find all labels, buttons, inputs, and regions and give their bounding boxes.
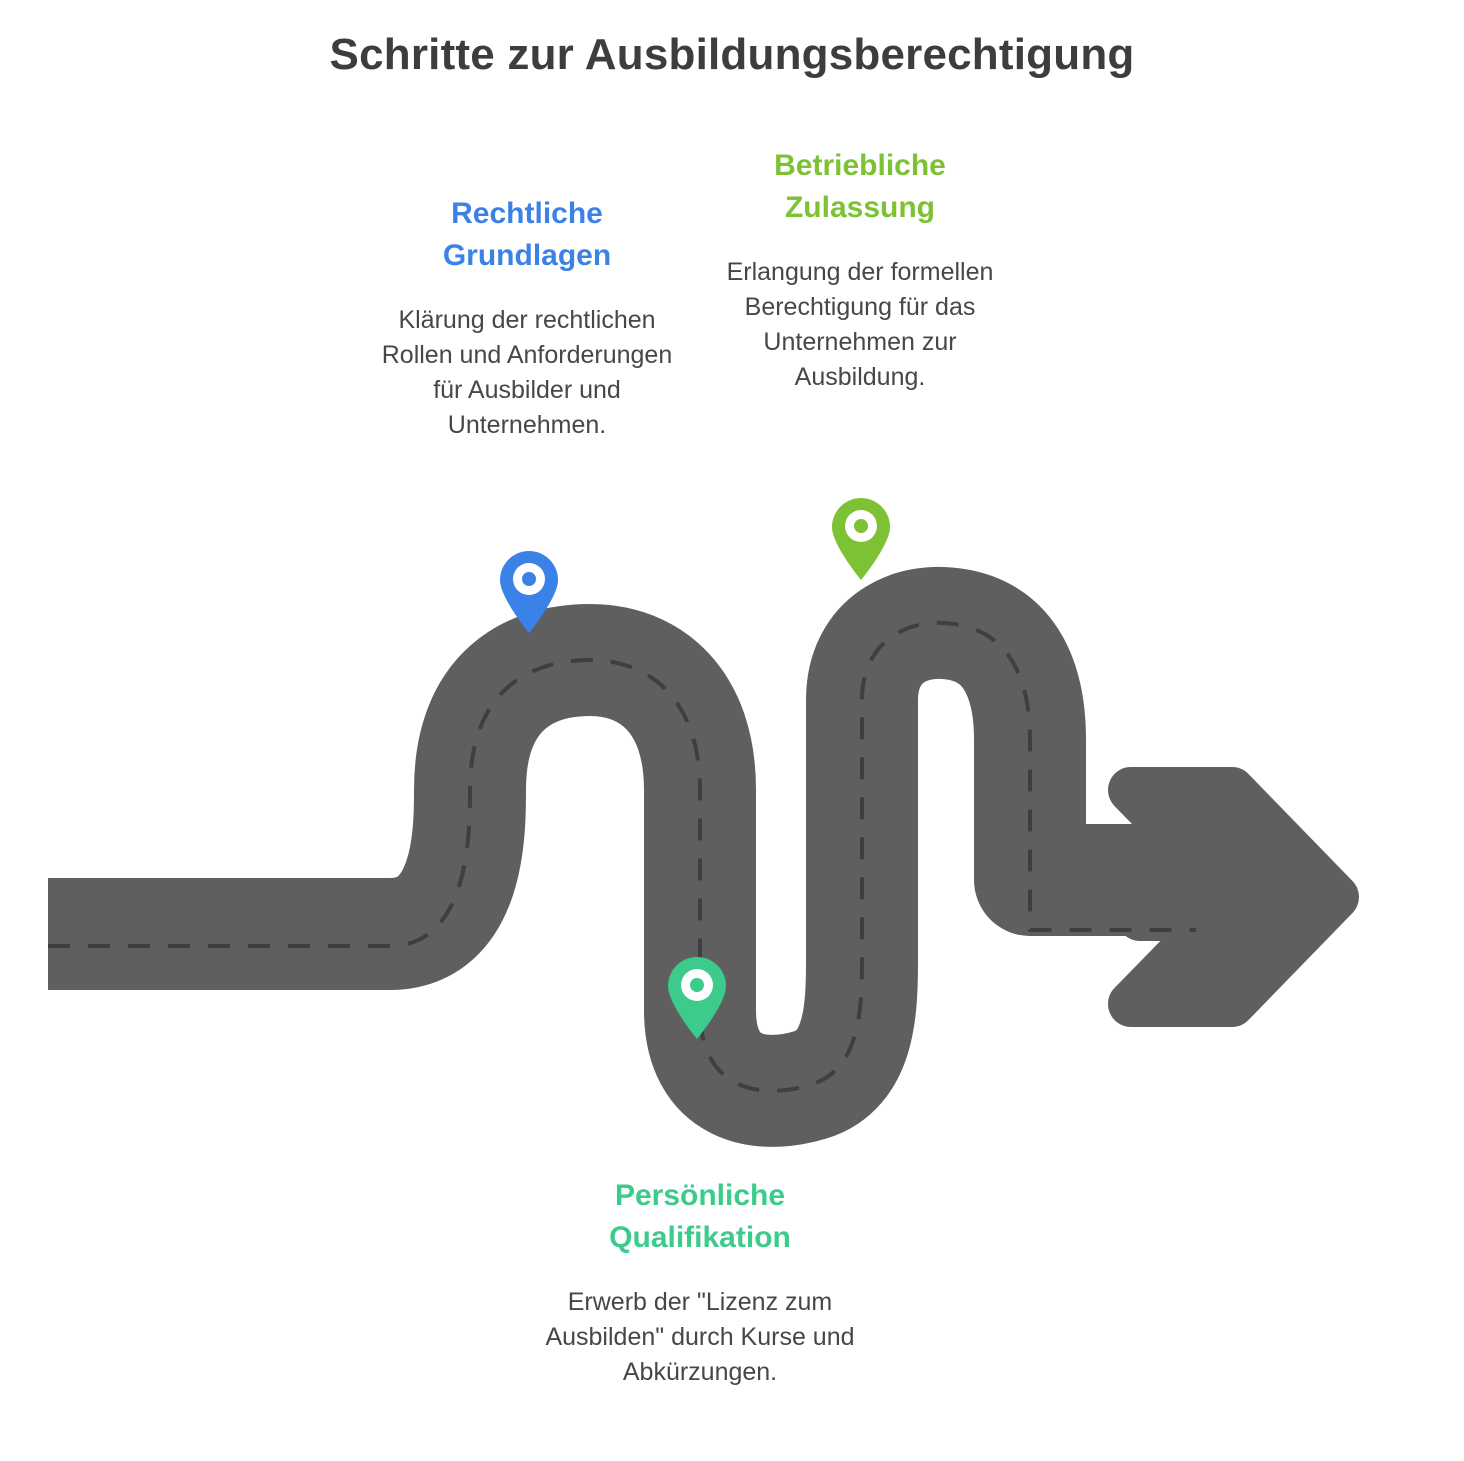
step-block-legal-basics (372, 193, 682, 443)
step-description-company-approval: Erlangung der formellen Berechtigung für das Unternehmen zur Ausbildung. (726, 258, 994, 391)
map-pin-icon-legal[interactable] (497, 549, 561, 635)
page-title: Schritte zur Ausbildungsberechtigung (329, 30, 1135, 79)
arrow-right-icon (1131, 790, 1336, 1004)
step-title-legal-basics: Rechtliche Grundlagen (442, 197, 612, 272)
step-description-legal-basics: Klärung der rechtlichen Rollen und Anforderungen für Ausbilder und Unternehmen. (381, 306, 673, 439)
step-block-personal-qualification (545, 1175, 855, 1390)
road-body (48, 623, 1180, 1091)
map-pin-icon-personal[interactable] (665, 955, 729, 1041)
step-title-company-approval: Betriebliche Zulassung (774, 149, 946, 224)
step-title-personal-qualification: Persönliche Qualifikation (609, 1179, 791, 1254)
map-pin-icon-company[interactable] (829, 496, 893, 582)
step-block-company-approval (700, 145, 1020, 395)
step-description-personal-qualification: Erwerb der "Lizenz zum Ausbilden" durch Kurse und Abkürzungen. (545, 1288, 855, 1386)
